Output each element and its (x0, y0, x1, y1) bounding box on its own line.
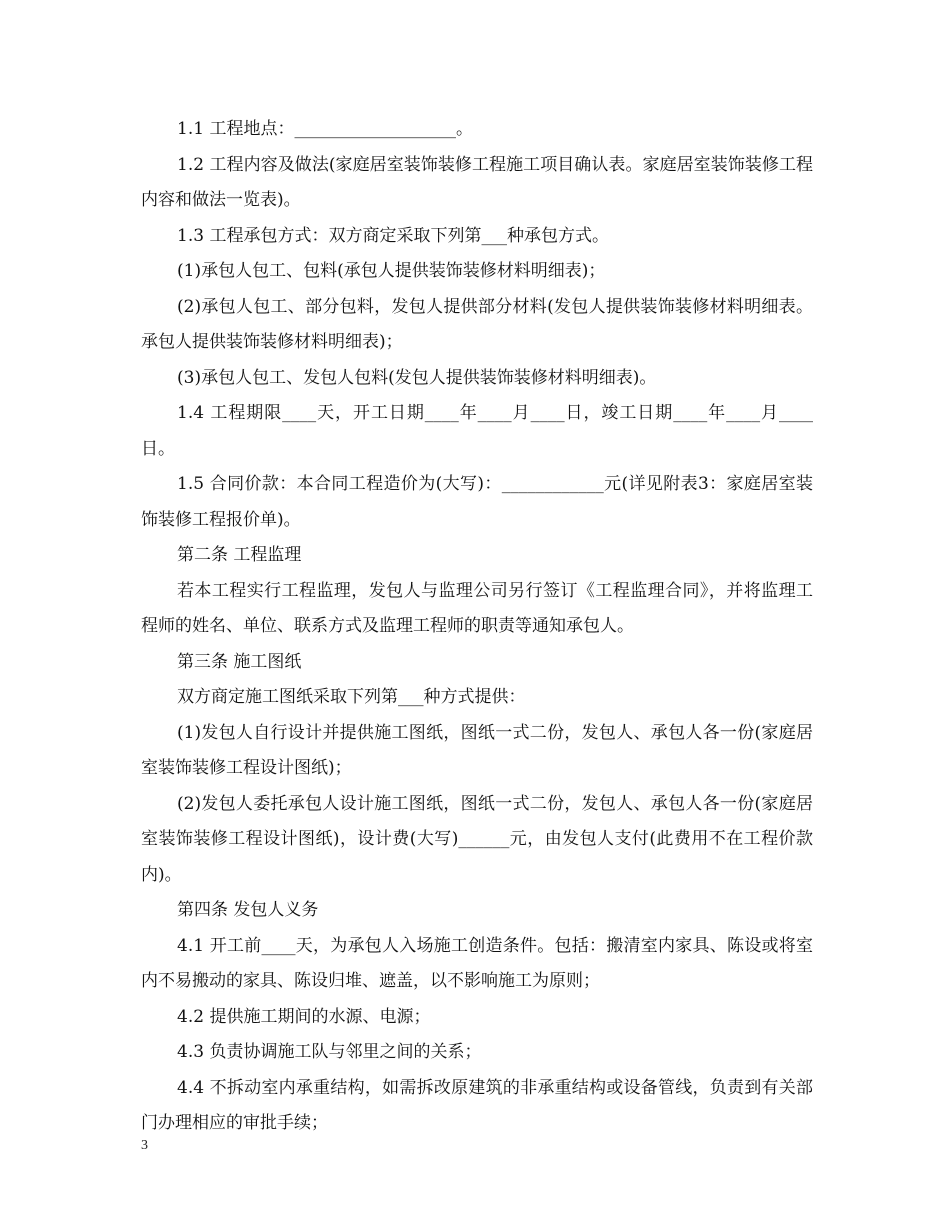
article-2-text: 若本工程实行工程监理，发包人与监理公司另行签订《工程监理合同》，并将监理工程师的姓名、单位、联系方式及监理工程师的职责等通知承包人。 (141, 580, 813, 636)
article-3-intro: 双方商定施工图纸采取下列第___种方式提供： (177, 687, 526, 707)
clause-4-2: 4.2 提供施工期间的水源、电源； (177, 1006, 431, 1027)
clause-4-3: 4.3 负责协调施工队与邻里之间的关系； (177, 1042, 482, 1062)
document-body (141, 112, 813, 1142)
clause-4-1: 4.1 开工前____天，为承包人入场施工创造条件。包括：搬清室内家具、陈设或将室内不易搬动的家具、陈设归堆、遮盖，以不影响施工为原则； (141, 935, 813, 991)
drawing-option-2: (2)发包人委托承包人设计施工图纸，图纸一式二份，发包人、承包人各一份(家庭居室装饰装修工程设计图纸)，设计费(大写)______元，由发包人支付(此费用不在工程价款内)。 (141, 793, 813, 885)
clause-1-2: 1.2 工程内容及做法(家庭居室装饰装修工程施工项目确认表。家庭居室装饰装修工程内容和做法一览表)。 (141, 154, 813, 210)
option-2: (2)承包人包工、部分包料，发包人提供部分材料(发包人提供装饰装修材料明细表。承包人提供装饰装修材料明细表)； (141, 296, 813, 352)
article-3-heading: 第三条 施工图纸 (177, 651, 302, 672)
clause-1-1: 1.1 工程地点：___________________。 (177, 119, 473, 139)
clause-1-5: 1.5 合同价款：本合同工程造价为(大写)：____________元(详见附表3：家庭居室装饰装修工程报价单)。 (141, 474, 813, 530)
article-2-heading: 第二条 工程监理 (177, 545, 302, 565)
option-3: (3)承包人包工、发包人包料(发包人提供装饰装修材料明细表)。 (177, 367, 657, 388)
article-4-heading: 第四条 发包人义务 (177, 900, 319, 920)
clause-1-4: 1.4 工程期限____天，开工日期____年____月____日，竣工日期____年____月____日。 (141, 403, 813, 459)
page-number: 3 (141, 1138, 148, 1153)
clause-4-4: 4.4 不拆动室内承重结构，如需拆改原建筑的非承重结构或设备管线，负责到有关部门办理相应的审批手续； (141, 1077, 813, 1133)
clause-1-3: 1.3 工程承包方式：双方商定采取下列第___种承包方式。 (177, 225, 609, 246)
drawing-option-1: (1)发包人自行设计并提供施工图纸，图纸一式二份，发包人、承包人各一份(家庭居室装饰装修工程设计图纸)； (141, 722, 813, 778)
option-1: (1)承包人包工、包料(承包人提供装饰装修材料明细表)； (177, 261, 606, 281)
